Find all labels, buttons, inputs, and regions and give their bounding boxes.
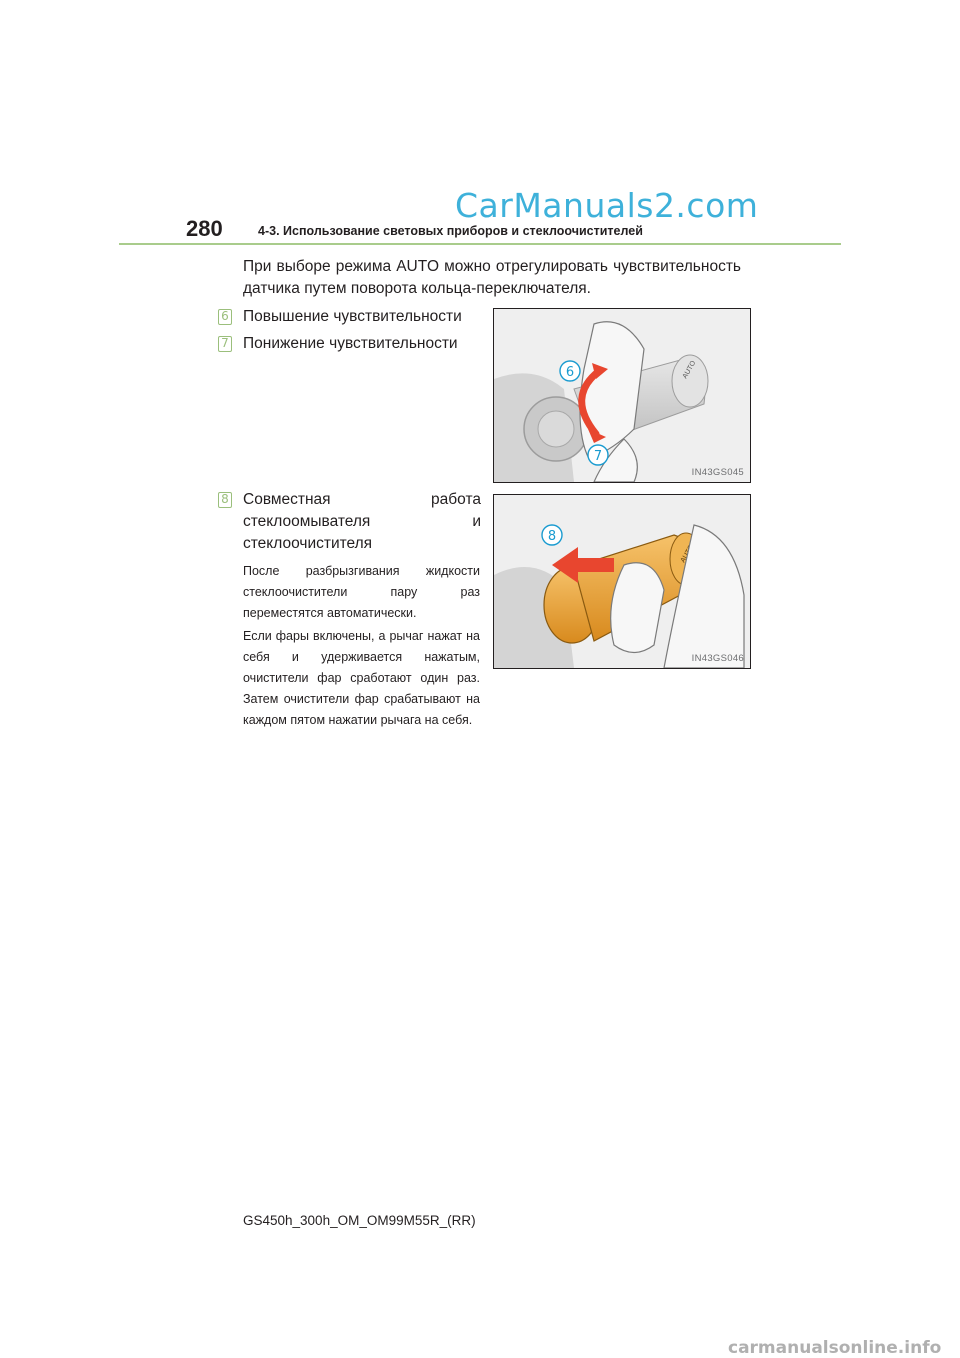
svg-text:6: 6 — [565, 365, 575, 380]
step-text: Повышение чувствительности — [243, 308, 462, 325]
figure-code: IN43GS045 — [691, 467, 744, 478]
intro-paragraph: При выборе режима AUTO можно отрегулировать чувствительность датчика путем поворота кольца-переключателя. — [243, 258, 741, 297]
step-number-badge: 7 — [218, 336, 232, 352]
svg-text:AUTO: AUTO — [681, 359, 698, 380]
page-number: 280 — [186, 216, 223, 241]
step-text: Совместная работа стеклоомывателя и стеклоочистителя — [243, 491, 481, 552]
figure-code: IN43GS046 — [691, 653, 744, 664]
figure-sensitivity-ring — [493, 308, 751, 483]
note-paragraph: После разбрызгивания жидкости стеклоочистители пару раз переместятся автоматически. — [243, 564, 480, 620]
svg-text:8: 8 — [547, 529, 557, 544]
watermark-footer: carmanualsonline.info — [728, 1338, 942, 1358]
section-title: 4-3. Использование световых приборов и стеклоочистителей — [258, 224, 643, 238]
note-paragraph: Если фары включены, а рычаг нажат на себя и удерживается нажатым, очистители фар сработают один раз. Затем очистители фар срабатывают на каждом пятом нажатии рычага на себя. — [243, 629, 480, 727]
svg-text:7: 7 — [593, 449, 603, 464]
step-number-badge: 6 — [218, 309, 232, 325]
watermark-logo: CarManuals2.com — [455, 186, 759, 225]
step-number-badge: 8 — [218, 492, 232, 508]
illustration-ring-switch — [494, 309, 750, 482]
figure-washer-operation — [493, 494, 751, 669]
step-text: Понижение чувствительности — [243, 335, 458, 352]
illustration-washer-lever — [494, 495, 750, 668]
header-divider — [119, 243, 841, 245]
document-code: GS450h_300h_OM_OM99M55R_(RR) — [243, 1213, 476, 1228]
